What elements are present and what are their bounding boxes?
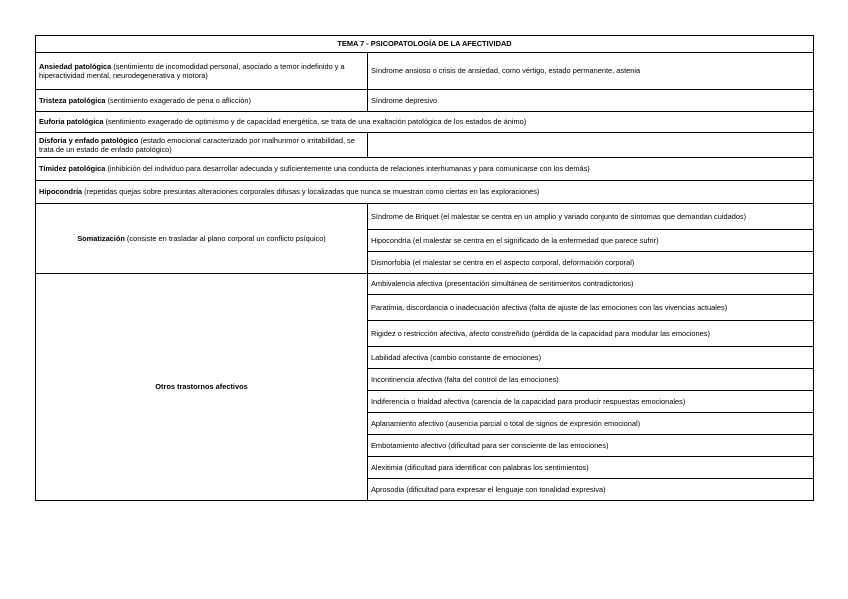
term-cell-wide — [36, 158, 814, 181]
table-row — [36, 133, 814, 158]
subitem-cell: Aplanamiento afectivo (ausencia parcial o total de signos de expresión emocional) — [368, 413, 814, 435]
subitem-cell: Rigidez o restricción afectiva, afecto constreñido (pérdida de la capacidad para modular las emociones) — [368, 321, 814, 347]
table-row — [36, 274, 814, 295]
table-row — [36, 158, 814, 181]
term-name: Disforia y enfado patológico — [39, 135, 139, 145]
page-title: TEMA 7 - PSICOPATOLOGÍA DE LA AFECTIVIDAD — [36, 36, 814, 53]
term-name: Somatización — [77, 233, 125, 243]
term-description: (estado emocional caracterizado por malhunmor o irritabilidad, se trata de un estado de enfado patológico) — [39, 135, 355, 154]
result-cell: Síndrome depresivo — [368, 90, 814, 112]
term-name: Otros trastornos afectivos — [155, 382, 248, 392]
term-description: (repetidas quejas sobre presuntas alteraciones corporales difusas y localizadas que nunca se muestran como ciertas en las exploraciones) — [82, 187, 540, 197]
subitem-cell: Aprosodia (dificultad para expresar el lenguaje con tonalidad expresiva) — [368, 479, 814, 501]
term-description: (sentimiento exagerado de optimismo y de capacidad energética, se trata de una exaltación patológica de los estados de ánimo) — [103, 117, 527, 127]
subitem-cell: Embotamiento afectivo (dificultad para ser consciente de las emociones) — [368, 435, 814, 457]
table-row — [36, 181, 814, 204]
subitem-cell: Labilidad afectiva (cambio constante de emociones) — [368, 347, 814, 369]
term-name: Hipocondría — [39, 187, 83, 197]
table-row — [36, 204, 814, 230]
subitem-cell: Dismorfobia (el malestar se centra en el aspecto corporal, deformación corporal) — [368, 252, 814, 274]
subitem-cell: Incontinencia afectiva (falta del control de las emociones) — [368, 369, 814, 391]
term-name: Tristeza patológica — [39, 95, 106, 105]
term-name: Euforia patológica — [39, 117, 104, 127]
subitem-cell: Síndrome de Briquet (el malestar se centra en un amplio y variado conjunto de síntomas que demandan cuidados) — [368, 204, 814, 230]
subitem-cell: Paratimia, discordancia o inadecuación afectiva (falta de ajuste de las emociones con las vivencias actuales) — [368, 295, 814, 321]
term-description: (sentimiento de incomodidad personal, asociado a temor indefinido y a hiperactividad mental, neurodegenerativa y motora) — [39, 61, 345, 80]
term-cell-wide — [36, 181, 814, 204]
term-description: (sentimiento exagerado de pena o aflicción) — [105, 95, 251, 105]
somatizacion-cell — [36, 204, 368, 274]
result-cell: Síndrome ansioso o crisis de ansiedad, como vértigo, estado permanente, astenia — [368, 53, 814, 90]
table-row — [36, 53, 814, 90]
subitem-cell: Indiferencia o frialdad afectiva (carencia de la capacidad para producir respuestas emocionales) — [368, 391, 814, 413]
otros-cell — [36, 274, 368, 501]
empty-cell — [368, 133, 814, 158]
term-name: Ansiedad patológica — [39, 61, 112, 71]
term-cell — [36, 53, 368, 90]
term-name: Timidez patológica — [39, 164, 106, 174]
subitem-cell: Ambivalencia afectiva (presentación simultánea de sentimientos contradictorios) — [368, 274, 814, 295]
subitem-cell: Hipocondría (el malestar se centra en el significado de la enfermedad que parece sufrir) — [368, 230, 814, 252]
term-cell — [36, 133, 368, 158]
table-row — [36, 112, 814, 133]
table-row — [36, 90, 814, 112]
table-title-row — [36, 36, 814, 53]
term-cell — [36, 90, 368, 112]
term-description: (consiste en trasladar al plano corporal un conflicto psíquico) — [124, 233, 326, 243]
term-description: (inhibición del individuo para desarrollar adecuada y suficientemente una conducta de relaciones interhumanas y para comunicarse con los demás) — [105, 164, 590, 174]
term-cell-wide — [36, 112, 814, 133]
subitem-cell: Alexitimia (dificultad para identificar con palabras los sentimientos) — [368, 457, 814, 479]
afectividad-table — [35, 35, 814, 501]
